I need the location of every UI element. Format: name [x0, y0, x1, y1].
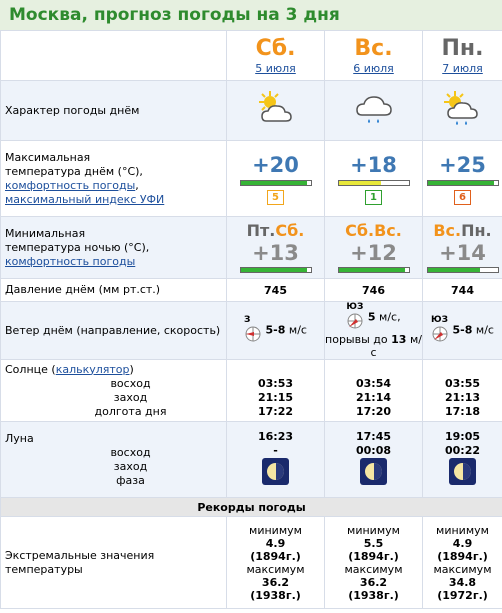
comfort-bar — [240, 180, 312, 186]
moon-phase-icon — [360, 458, 387, 485]
comfort-link[interactable]: комфортность погоды — [5, 254, 136, 268]
moon-phase-icon — [262, 458, 289, 485]
day-name: Сб. — [255, 36, 296, 61]
forecast-table — [0, 30, 502, 609]
max-temp: +25 — [439, 153, 486, 177]
comfort-bar-fill — [428, 181, 495, 185]
max-temp: +20 — [252, 153, 299, 177]
moon-row: Луна восход заход фаза 16:23 - 17:45 00:08 19:05 00:22 — [1, 422, 502, 498]
min-temp: +13 — [252, 240, 299, 265]
min-temp: +14 — [439, 240, 486, 265]
days-header-row — [1, 31, 502, 81]
day-date-link[interactable]: 5 июля — [255, 62, 296, 75]
uv-index-badge: 5 — [267, 190, 284, 205]
sun-cloud-icon — [254, 89, 298, 129]
comfort-bar — [338, 180, 410, 186]
comfort-bar — [427, 180, 499, 186]
row-label: Характер погоды днём — [1, 81, 227, 141]
weather-character-row — [1, 81, 502, 141]
records-row: Экстремальные значения температуры минимум 4.9 (1894г.) максимум 36.2 (1938г.) минимум 5.5 (1894г.) максимум 36.2 (1938г.) минимум 4.9 (1894г.) максимум 34.8 (1972г.) — [1, 517, 502, 609]
comfort-bar — [240, 267, 312, 273]
pressure-row: Давление днём (мм рт.ст.) 745 746 744 — [1, 279, 502, 302]
day-date-link[interactable]: 7 июля — [442, 62, 483, 75]
min-temp: +12 — [350, 240, 397, 265]
wind-row: Ветер днём (направление, скорость) З 5-8 м/с ЮЗ 5 м/с, порывы до 13 м/с ЮЗ 5-8 м/с — [1, 302, 502, 360]
comfort-bar — [338, 267, 410, 273]
uv-index-link[interactable]: максимальный индекс УФИ — [5, 192, 165, 206]
uv-index-badge: 6 — [454, 190, 471, 205]
comfort-link[interactable]: комфортность погоды — [5, 178, 136, 192]
sun-calculator-link[interactable]: калькулятор — [55, 362, 130, 376]
pressure-value: 745 — [227, 279, 325, 302]
uv-index-badge: 1 — [365, 190, 382, 205]
day-header-sat — [227, 31, 325, 81]
sun-rain-cloud-icon — [441, 89, 485, 129]
day-date-link[interactable]: 6 июля — [353, 62, 394, 75]
day-header-sun — [325, 31, 423, 81]
comfort-bar-fill — [241, 268, 308, 272]
moon-phase-icon — [449, 458, 476, 485]
comfort-bar-fill — [428, 268, 481, 272]
max-temp-row: Максимальная температура днём (°C), комфортность погоды, максимальный индекс УФИ +20 5 +18 1 +25 6 — [1, 141, 502, 217]
records-header-row: Рекорды погоды — [1, 498, 502, 517]
pressure-value: 746 — [325, 279, 423, 302]
day-header-mon — [423, 31, 502, 81]
rain-cloud-icon — [352, 89, 396, 129]
comfort-bar — [427, 267, 499, 273]
sun-row: Солнце (калькулятор) восход заход долгота дня 03:53 21:15 17:22 03:54 21:14 17:20 03:55 21:13 17:18 — [1, 360, 502, 422]
wind-direction-icon — [244, 325, 262, 343]
wind-direction-icon — [346, 312, 364, 330]
day-name: Вс. — [354, 36, 393, 61]
max-temp: +18 — [350, 153, 397, 177]
pressure-value: 744 — [423, 279, 502, 302]
comfort-bar-fill — [241, 181, 308, 185]
min-temp-row: Минимальная температура ночью (°C), комфортность погоды Пт.Сб. +13 Сб.Вс. +12 Вс.Пн. +14 — [1, 217, 502, 279]
page-title: Москва, прогноз погоды на 3 дня — [0, 0, 502, 30]
comfort-bar-fill — [339, 181, 381, 185]
day-name: Пн. — [441, 36, 484, 61]
wind-direction-icon — [431, 325, 449, 343]
comfort-bar-fill — [339, 268, 406, 272]
